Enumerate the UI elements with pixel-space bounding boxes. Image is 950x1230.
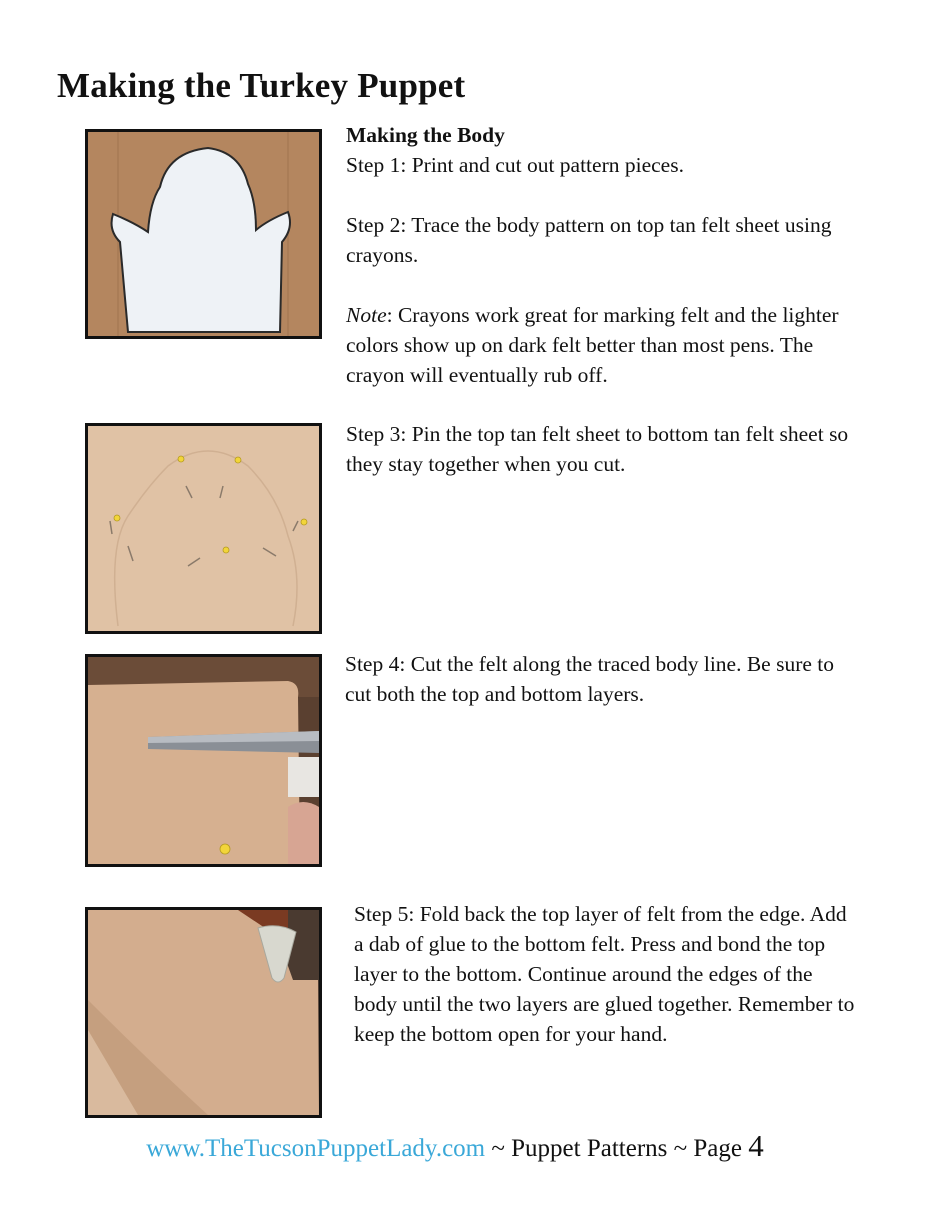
step-4-text: Step 4: Cut the felt along the traced body line. Be sure to cut both the top and bottom layers.	[345, 652, 835, 706]
footer-text: ~ Puppet Patterns ~ Page	[485, 1135, 749, 1162]
body-instructions-block	[346, 120, 866, 390]
step-5-text: Step 5: Fold back the top layer of felt from the edge. Add a dab of glue to the bottom felt. Press and bond the top layer to the bottom. Continue around the edges of the body until the two layers are glued together. Remember to keep the bottom open for your hand.	[354, 902, 855, 1046]
step-3-text: Step 3: Pin the top tan felt sheet to bottom tan felt sheet so they stay together when you cut.	[346, 422, 849, 476]
step-3-block	[346, 419, 856, 479]
page-title: Making the Turkey Puppet	[57, 66, 466, 105]
section-heading: Making the Body	[346, 123, 505, 147]
pattern-on-cardboard-image	[88, 132, 319, 336]
step-5-block	[354, 899, 859, 1049]
page-number: 4	[748, 1128, 764, 1163]
note-body: : Crayons work great for marking felt and the lighter colors show up on dark felt better than most pens. The crayon will eventually rub off.	[346, 303, 839, 387]
step5-photo	[85, 907, 322, 1118]
step3-photo	[85, 423, 322, 634]
step-2-text: Step 2: Trace the body pattern on top tan felt sheet using crayons.	[346, 213, 832, 267]
step-4-block	[345, 649, 850, 709]
cutting-felt-image	[88, 657, 319, 864]
step4-photo	[85, 654, 322, 867]
note-text	[346, 300, 846, 390]
page-footer	[0, 1128, 910, 1164]
pinned-felt-image	[88, 426, 319, 631]
gluing-felt-image	[88, 910, 319, 1115]
website-link[interactable]: www.TheTucsonPuppetLady.com	[146, 1135, 486, 1162]
note-label: Note	[346, 303, 387, 327]
step-1-text: Step 1: Print and cut out pattern pieces.	[346, 153, 684, 177]
step1-photo	[85, 129, 322, 339]
